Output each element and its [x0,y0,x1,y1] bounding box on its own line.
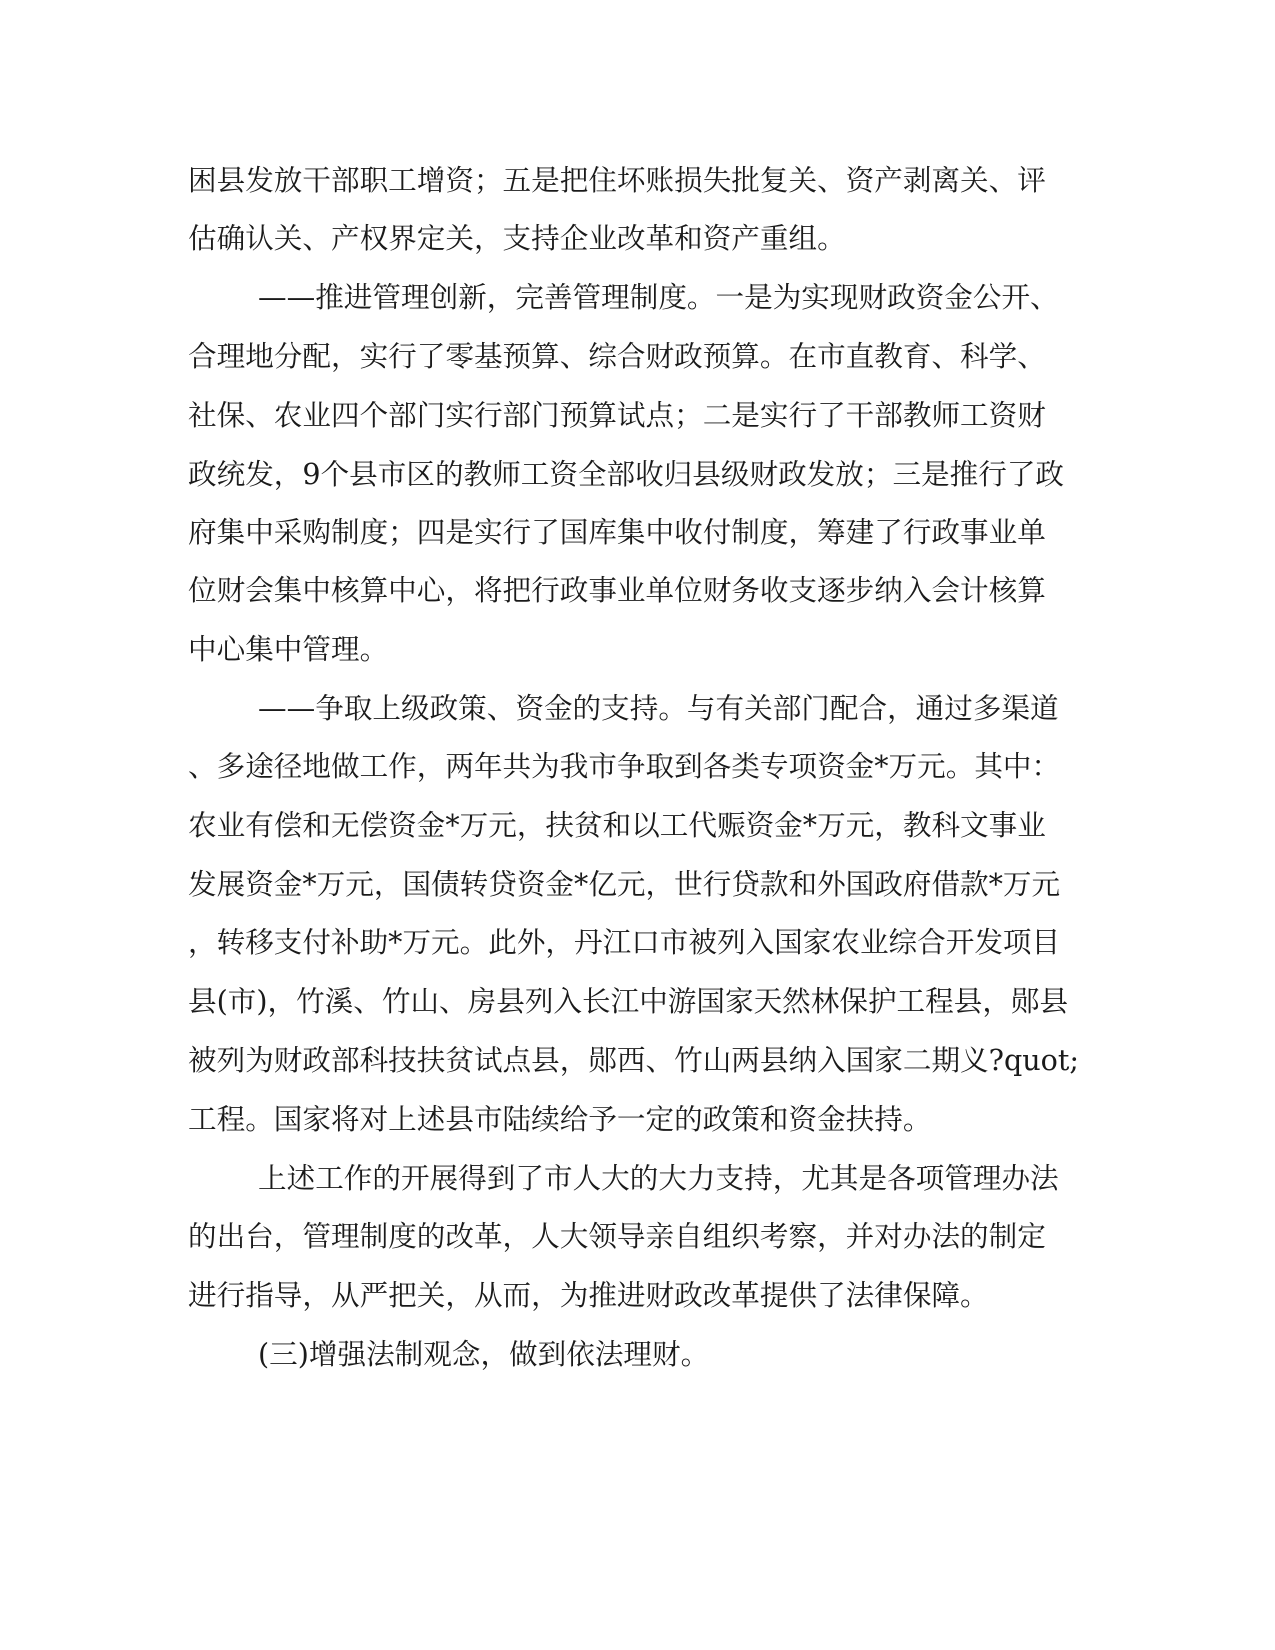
text-line: ，转移支付补助*万元。此外，丹江口市被列入国家农业综合开发项目 [188,925,1061,959]
text-line: 被列为财政部科技扶贫试点县，郧西、竹山两县纳入国家二期义?quot; [188,1043,1080,1077]
text-line: 合理地分配，实行了零基预算、综合财政预算。在市直教育、科学、 [188,339,1046,373]
text-line: 中心集中管理。 [188,632,389,666]
text-line: 县(市)，竹溪、竹山、房县列入长江中游国家天然林保护工程县，郧县 [188,984,1069,1018]
text-line: 社保、农业四个部门实行部门预算试点；二是实行了干部教师工资财 [188,398,1046,432]
text-line: 位财会集中核算中心，将把行政事业单位财务收支逐步纳入会计核算 [188,573,1046,607]
text-line: 估确认关、产权界定关，支持企业改革和资产重组。 [188,221,846,255]
text-line: 困县发放干部职工增资；五是把住坏账损失批复关、资产剥离关、评 [188,163,1046,197]
text-line: 上述工作的开展得到了市人大的大力支持，尤其是各项管理办法 [258,1161,1059,1195]
text-line: 农业有偿和无偿资金*万元，扶贫和以工代赈资金*万元，教科文事业 [188,808,1046,842]
text-line: 的出台，管理制度的改革，人大领导亲自组织考察，并对办法的制定 [188,1219,1046,1253]
text-line: ——争取上级政策、资金的支持。与有关部门配合，通过多渠道 [258,691,1059,725]
text-line: 政统发，9个县市区的教师工资全部收归县级财政发放；三是推行了政 [188,457,1065,491]
text-line: 进行指导，从严把关，从而，为推进财政改革提供了法律保障。 [188,1278,989,1312]
section-heading: (三)增强法制观念，做到依法理财。 [258,1337,710,1371]
text-line: 、多途径地做工作，两年共为我市争取到各类专项资金*万元。其中： [188,749,1061,783]
text-line: 府集中采购制度；四是实行了国库集中收付制度，筹建了行政事业单 [188,515,1046,549]
text-line: 工程。国家将对上述县市陆续给予一定的政策和资金扶持。 [188,1102,932,1136]
text-line: 发展资金*万元，国债转贷资金*亿元，世行贷款和外国政府借款*万元 [188,867,1061,901]
text-line: ——推进管理创新，完善管理制度。一是为实现财政资金公开、 [258,280,1059,314]
